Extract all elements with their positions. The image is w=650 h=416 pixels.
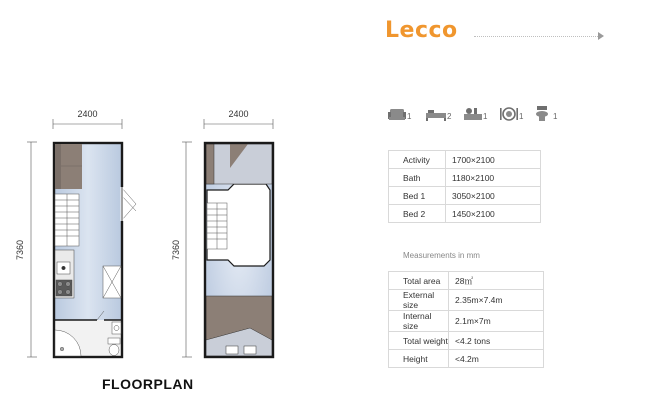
room-value: 1450×2100 xyxy=(446,205,541,223)
loft-width-label: 2400 xyxy=(228,109,249,119)
spec-value: <4.2m xyxy=(449,350,544,368)
table-row xyxy=(389,205,541,223)
spec-value: <4.2 tons xyxy=(449,332,544,350)
spec-label: Internal size xyxy=(389,311,449,332)
dining-count: 1 xyxy=(519,112,524,121)
table-row xyxy=(389,272,544,290)
measurements-note: Measurements in mm xyxy=(403,251,480,260)
room-value: 3050×2100 xyxy=(446,187,541,205)
toilet-count: 1 xyxy=(553,112,558,121)
room-value: 1700×2100 xyxy=(446,151,541,169)
table-row xyxy=(389,350,544,368)
specs-table xyxy=(388,271,544,368)
loft-height-label: 7360 xyxy=(171,239,181,261)
table-row xyxy=(389,169,541,187)
toilet xyxy=(108,338,120,356)
ground-height-label: 7360 xyxy=(15,239,25,261)
sofa-count: 1 xyxy=(407,112,412,121)
loft-width-dimension xyxy=(204,109,273,129)
ground-height-dimension xyxy=(15,142,37,357)
ground-width-label: 2400 xyxy=(77,109,98,119)
title-dotted-line xyxy=(474,36,598,37)
kitchen-count: 1 xyxy=(483,112,488,121)
bed-count: 2 xyxy=(447,112,452,121)
room-sizes-table xyxy=(388,150,541,223)
floorplan-label: FLOORPLAN xyxy=(102,376,194,392)
room-label: Bed 1 xyxy=(389,187,446,205)
room-label: Activity xyxy=(389,151,446,169)
kitchen-counter xyxy=(55,250,74,298)
fridge xyxy=(103,266,121,298)
spec-label: Total area xyxy=(389,272,449,290)
room-label: Bath xyxy=(389,169,446,187)
sofa xyxy=(55,144,82,189)
table-row xyxy=(389,187,541,205)
ground-floor-plan xyxy=(15,109,136,357)
spec-label: External size xyxy=(389,290,449,311)
page-title: Lecco xyxy=(385,18,458,43)
bed-bottom xyxy=(206,296,272,356)
loft-floor-plan xyxy=(171,109,273,357)
ground-width-dimension xyxy=(53,109,122,129)
title-arrow-icon xyxy=(598,32,604,40)
spec-value: 2.35m×7.4m xyxy=(449,290,544,311)
vanity xyxy=(112,322,121,334)
table-row xyxy=(389,332,544,350)
table-row xyxy=(389,311,544,332)
spec-value: 2.1m×7m xyxy=(449,311,544,332)
bed-top xyxy=(206,144,272,184)
table-row xyxy=(389,151,541,169)
stairs xyxy=(55,194,79,246)
table-row xyxy=(389,290,544,311)
entry-doors xyxy=(121,187,137,221)
spec-label: Height xyxy=(389,350,449,368)
spec-value: 28㎡ xyxy=(449,272,544,290)
spec-label: Total weight xyxy=(389,332,449,350)
loft-stairs xyxy=(207,203,227,249)
room-value: 1180×2100 xyxy=(446,169,541,187)
loft-height-dimension xyxy=(171,142,192,357)
room-label: Bed 2 xyxy=(389,205,446,223)
